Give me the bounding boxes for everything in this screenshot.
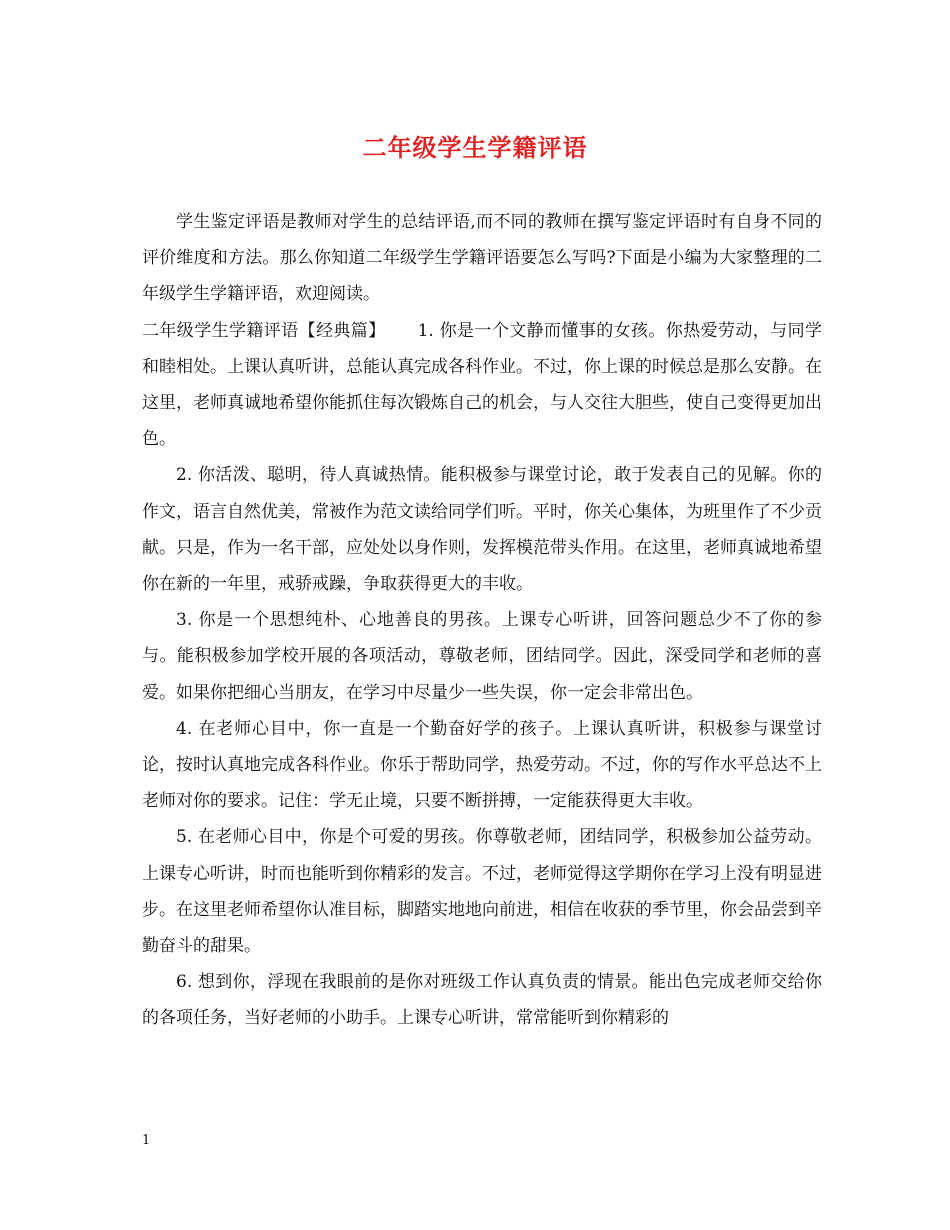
item-1: 1. 你是一个文静而懂事的女孩。你热爱劳动，与同学和睦相处。上课认真听讲，总能认真完成各科作业。不过，你上课的时候总是那么安静。在这里，老师真诚地希望你能抓住每次锻炼自己的机会，与人交往大胆些，使自己变得更加出色。 — [142, 320, 823, 450]
document-body — [142, 204, 822, 1037]
document-title: 二年级学生学籍评语 — [362, 133, 588, 162]
page-number: 1 — [142, 1133, 151, 1148]
item-2: 2. 你活泼、聪明，待人真诚热情。能积极参与课堂讨论，敢于发表自己的见解。你的作文，语言自然优美，常被作为范文读给同学们听。平时，你关心集体，为班里作了不少贡献。只是，作为一名干部，应处处以身作则，发挥模范带头作用。在这里，老师真诚地希望你在新的一年里，戒骄戒躁，争取获得更大的丰收。 — [142, 465, 822, 595]
section-heading: 二年级学生学籍评语【经典篇】 — [142, 320, 386, 341]
item-6: 6. 想到你，浮现在我眼前的是你对班级工作认真负责的情景。能出色完成老师交给你的各项任务，当好老师的小助手。上课专心听讲，常常能听到你精彩的 — [142, 972, 822, 1029]
item-3: 3. 你是一个思想纯朴、心地善良的男孩。上课专心听讲，回答问题总少不了你的参与。能积极参加学校开展的各项活动，尊敬老师，团结同学。因此，深受同学和老师的喜爱。如果你把细心当朋友，在学习中尽量少一些失误，你一定会非常出色。 — [142, 610, 822, 703]
item-4: 4. 在老师心目中，你一直是一个勤奋好学的孩子。上课认真听讲，积极参与课堂讨论，按时认真地完成各科作业。你乐于帮助同学，热爱劳动。不过，你的写作水平总达不上老师对你的要求。记住：学无止境，只要不断拼搏，一定能获得更大丰收。 — [142, 718, 822, 812]
section-paragraph — [142, 313, 822, 458]
intro-paragraph: 学生鉴定评语是教师对学生的总结评语,而不同的教师在撰写鉴定评语时有自身不同的评价维度和方法。那么你知道二年级学生学籍评语要怎么写吗?下面是小编为大家整理的二年级学生学籍评语，欢迎阅读。 — [142, 212, 822, 305]
item-5: 5. 在老师心目中，你是个可爱的男孩。你尊敬老师，团结同学，积极参加公益劳动。上课专心听讲，时而也能听到你精彩的发言。不过，老师觉得这学期你在学习上没有明显进步。在这里老师希望你认准目标，脚踏实地地向前进，相信在收获的季节里，你会品尝到辛勤奋斗的甜果。 — [142, 827, 822, 957]
